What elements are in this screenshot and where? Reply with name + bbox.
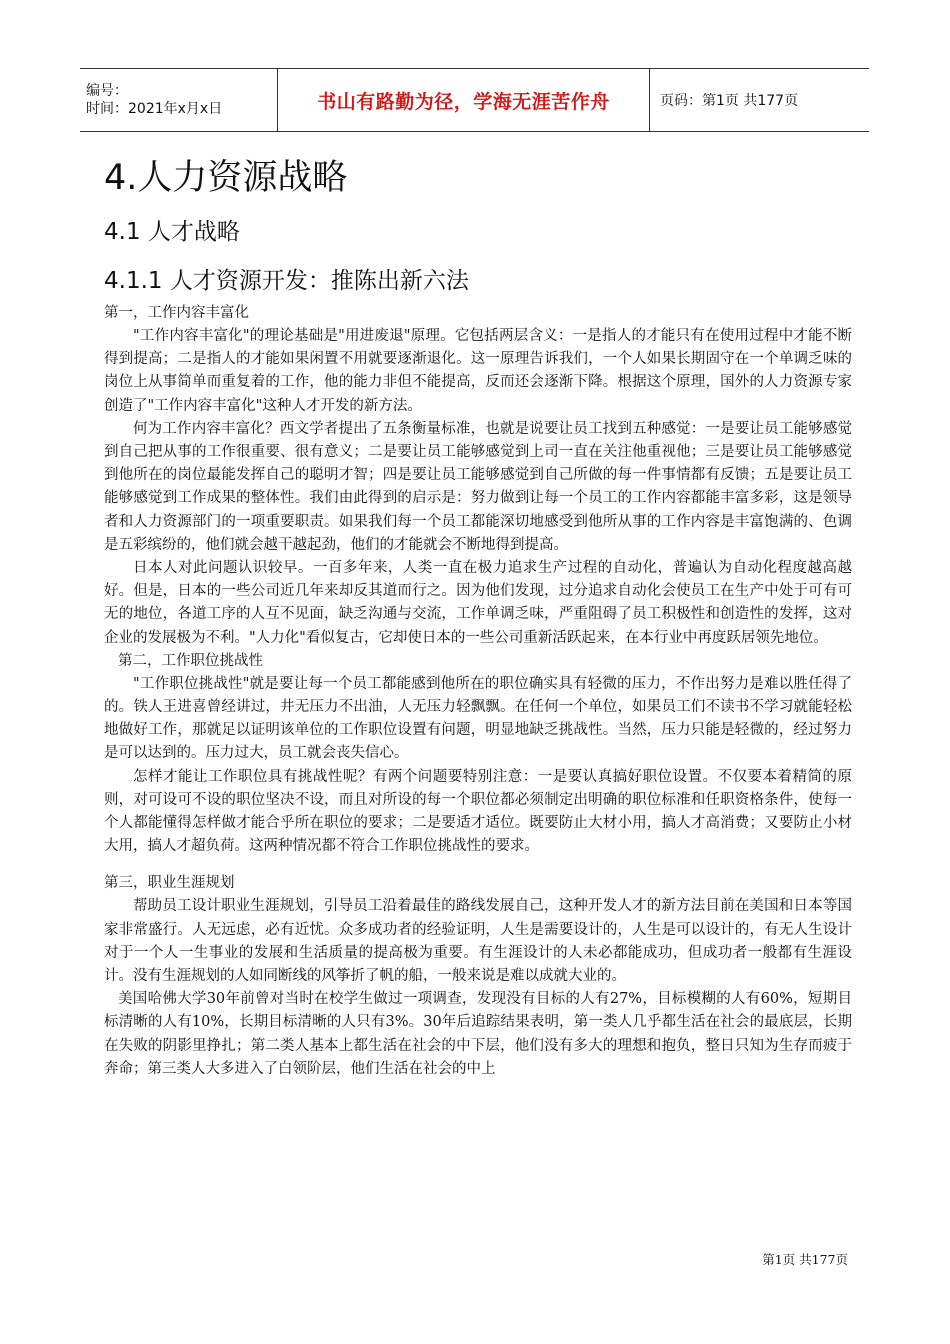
paragraph: "工作内容丰富化"的理论基础是"用进废退"原理。它包括两层含义：一是指人的才能只有在使用过程中才能不断得到提高；二是指人的才能如果闲置不用就要逐渐退化。这一原理告诉我们，一个人如果长期固守在一个单调乏味的岗位上从事简单而重复着的工作，他的能力非但不能提高，反而还会逐渐下降。根据这个原理，国外的人力资源专家创造了"工作内容丰富化"这种人才开发的新方法。: [104, 328, 852, 414]
point-three-heading: 第三，职业生涯规划: [104, 875, 235, 892]
page-footer: 第1页 共177页: [762, 1252, 848, 1267]
paragraph: 日本人对此问题认识较早。一百多年来，人类一直在极力追求生产过程的自动化，普遍认为自动化程度越高越好。但是，日本的一些公司近几年来却反其道而行之。因为他们发现，过分追求自动化会使员工在生产中处于可有可无的地位，各道工序的人互不见面，缺乏沟通与交流，工作单调乏味，严重阻碍了员工积极性和创造性的发挥，这对企业的发展极为不利。"人力化"看似复古，它却使日本的一些公司重新活跃起来，在本行业中再度跃居领先地位。: [104, 560, 852, 646]
header-motto-cell: [278, 69, 650, 131]
header-page-label: 页码：第1页 共177页: [660, 93, 799, 109]
doc-title: 4.人力资源战略: [104, 158, 348, 198]
paragraph: 怎样才能让工作职位具有挑战性呢？有两个问题要特别注意：一是要认真搞好职位设置。不仅要本着精简的原则，对可设可不设的职位坚决不设，而且对所设的每一个职位都必须制定出明确的职位标准和任职资格条件，使每一个人都能懂得怎样做才能合乎所在职位的要求；二是要适才适位。既要防止大材小用，搞人才高消费；又要防止小材大用，搞人才超负荷。这两种情况都不符合工作职位挑战性的要求。: [104, 768, 852, 855]
paragraph: "工作职位挑战性"就是要让每一个员工都能感到他所在的职位确实具有轻微的压力，不作出努力是难以胜任得了的。铁人王进喜曾经讲过，井无压力不出油，人无压力轻飘飘。在任何一个单位，如果员工们不读书不学习就能轻松地做好工作，那就足以证明该单位的工作职位设置有问题，明显地缺乏挑战性。当然，压力只能是轻微的，经过努力是可以达到的。压力过大，员工就会丧失信心。: [104, 675, 852, 762]
point-one-heading: 第一，工作内容丰富化: [104, 305, 249, 321]
subsection-heading: 4.1.1 人才资源开发：推陈出新六法: [104, 268, 469, 294]
document-body: [104, 152, 852, 1081]
page-header: [80, 68, 869, 132]
header-motto: 书山有路勤为径，学海无涯苦作舟: [317, 90, 610, 113]
paragraph: 何为工作内容丰富化？西文学者提出了五条衡量标准，也就是说要让员工找到五种感觉：一是要让员工能够感觉到自己把从事的工作很重要、很有意义；二是要让员工能够感觉到上司一直在关注他重视他；三是要让员工能够感觉到他所在的岗位最能发挥自己的聪明才智；四是要让员工能够感觉到自己所做的每一件事情都有反馈；五是要让员工能够感觉到工作成果的整体性。我们由此得到的启示是：努力做到让每一个员工的工作内容都能丰富多彩，这是领导者和人力资源部门的一项重要职责。如果我们每一个员工都能深切地感受到他所从事的工作内容是丰富饱满的、色调是五彩缤纷的，他们就会越干越起劲，他们的才能就会不断地得到提高。: [104, 420, 852, 553]
number-label: 编号：: [86, 83, 128, 99]
section-heading: 4.1 人才战略: [104, 219, 240, 245]
paragraph: 帮助员工设计职业生涯规划，引导员工沿着最佳的路线发展自己，这种开发人才的新方法目前在美国和日本等国家非常盛行。人无远虑，必有近忧。众多成功者的经验证明，人生是需要设计的，人生是可以设计的，有无人生设计对于一个人一生事业的发展和生活质量的提高极为重要。有生涯设计的人未必都能成功，但成功者一般都有生涯设计。没有生涯规划的人如同断线的风筝折了帆的船，一般来说是难以成就大业的。: [104, 898, 852, 985]
date-label: 时间：2021年x月x日: [86, 101, 223, 117]
header-meta: [80, 69, 278, 131]
header-page-cell: [650, 69, 869, 131]
paragraph: 美国哈佛大学30年前曾对当时在校学生做过一项调查，发现没有目标的人有27%，目标模糊的人有60%，短期目标清晰的人有10%，长期目标清晰的人只有3%。30年后追踪结果表明，第一类人几乎都生活在社会的最底层，长期在失败的阴影里挣扎；第二类人基本上都生活在社会的中下层，他们没有多大的理想和抱负，整日只知为生存而疲于奔命；第三类人大多进入了白领阶层，他们生活在社会的中上: [104, 991, 852, 1077]
point-two-heading: 第二，工作职位挑战性: [118, 652, 263, 669]
